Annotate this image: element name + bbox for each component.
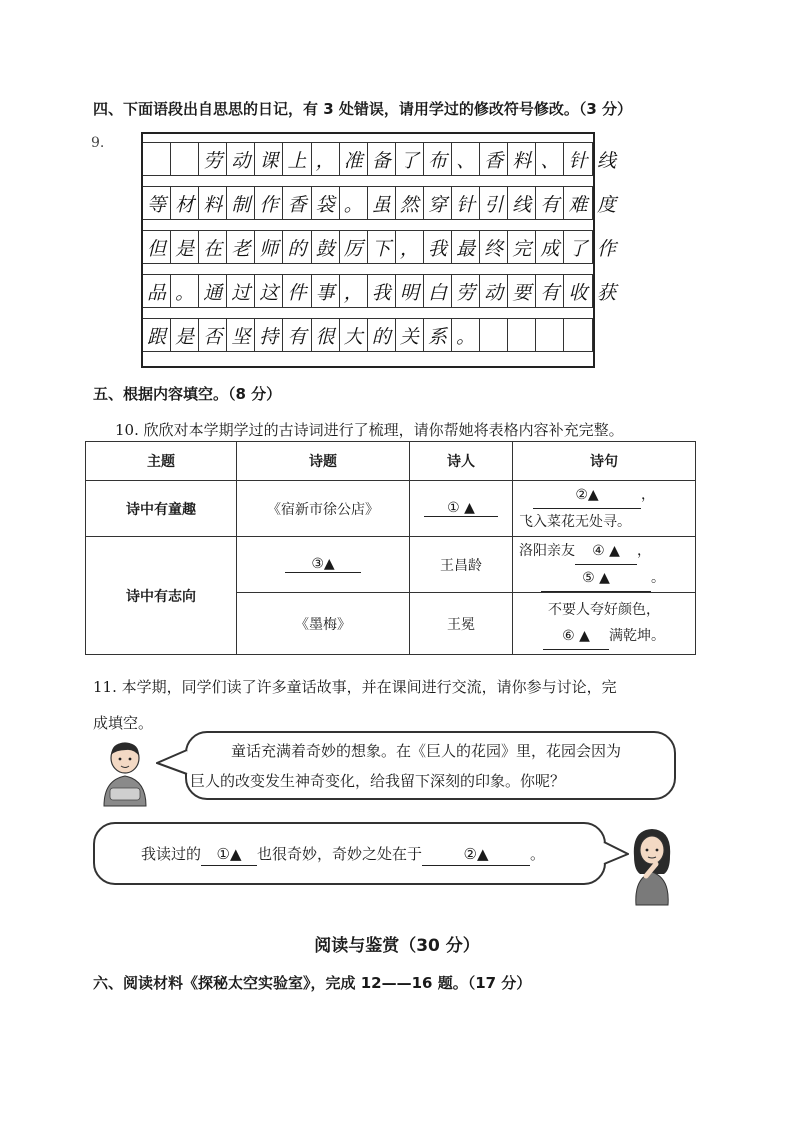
boy-speech-line1: 童话充满着奇妙的想象。在《巨人的花园》里，花园会因为 bbox=[231, 742, 622, 760]
header-poet: 诗人 bbox=[410, 442, 513, 481]
theme-childlike: 诗中有童趣 bbox=[86, 481, 237, 537]
grid-cell: 布 bbox=[424, 143, 452, 175]
grid-cell: 了 bbox=[396, 143, 424, 175]
header-title: 诗题 bbox=[237, 442, 410, 481]
grid-cell: 通 bbox=[199, 275, 227, 307]
verse-text: 满乾坤。 bbox=[609, 628, 665, 644]
grid-cell: 否 bbox=[199, 319, 227, 351]
verse-punct: ， bbox=[641, 487, 655, 503]
verse-line: 不要人夸好颜色， bbox=[548, 602, 660, 618]
grid-cell: 是 bbox=[171, 319, 199, 351]
verse-cell bbox=[513, 537, 696, 593]
grid-cell bbox=[508, 319, 536, 351]
grid-cell: 劳 bbox=[199, 143, 227, 175]
grid-cell: 等 bbox=[143, 187, 171, 219]
grid-row bbox=[143, 186, 617, 220]
answer-blank-4[interactable]: ④ ▲ bbox=[575, 538, 637, 565]
grid-cell: 线 bbox=[597, 149, 617, 172]
grid-cell: 课 bbox=[255, 143, 283, 175]
speech-text: 我读过的 bbox=[141, 845, 202, 863]
section-5-heading: 五、根据内容填空。（8 分） bbox=[93, 385, 282, 403]
question-10-text: 10. 欣欣对本学期学过的古诗词进行了梳理，请你帮她将表格内容补充完整。 bbox=[115, 421, 624, 439]
answer-blank-3[interactable]: ③▲ bbox=[285, 556, 361, 573]
grid-cell: 虽 bbox=[368, 187, 396, 219]
grid-cell: 动 bbox=[480, 275, 508, 307]
grid-cell: 的 bbox=[283, 231, 311, 263]
verse-text: 洛阳亲友 bbox=[519, 542, 575, 559]
grid-cell bbox=[480, 319, 508, 351]
grid-row bbox=[143, 142, 617, 176]
table-row bbox=[86, 481, 696, 537]
grid-cell: 收 bbox=[564, 275, 592, 307]
grid-cell: 跟 bbox=[143, 319, 171, 351]
grid-cell: 下 bbox=[368, 231, 396, 263]
girl-avatar-icon bbox=[626, 826, 678, 906]
reading-section-title: 阅读与鉴赏（30 分） bbox=[314, 936, 480, 956]
answer-blank-girl-1[interactable]: ①▲ bbox=[201, 843, 257, 866]
verse-cell bbox=[513, 593, 696, 655]
grid-cell: 坚 bbox=[227, 319, 255, 351]
grid-cell: 穿 bbox=[424, 187, 452, 219]
grid-cell: 材 bbox=[171, 187, 199, 219]
theme-ambition: 诗中有志向 bbox=[86, 537, 237, 655]
poem-title: 《宿新市徐公店》 bbox=[237, 481, 410, 537]
grid-cell: 很 bbox=[312, 319, 340, 351]
answer-blank-6[interactable]: ⑥ ▲ bbox=[543, 623, 609, 650]
answer-blank-2[interactable]: ②▲ bbox=[533, 482, 641, 509]
poem-title: 《墨梅》 bbox=[237, 593, 410, 655]
grid-cell: 料 bbox=[199, 187, 227, 219]
grid-cell: 引 bbox=[480, 187, 508, 219]
verse-punct: 。 bbox=[651, 569, 665, 586]
grid-cell: 有 bbox=[536, 187, 564, 219]
boy-avatar-icon bbox=[98, 740, 154, 808]
grid-cell: 劳 bbox=[452, 275, 480, 307]
grid-cell: 。 bbox=[452, 319, 480, 351]
grid-cell bbox=[171, 143, 199, 175]
grid-cell: 。 bbox=[340, 187, 368, 219]
grid-cell: 线 bbox=[508, 187, 536, 219]
header-theme: 主题 bbox=[86, 442, 237, 481]
grid-cell: 作 bbox=[255, 187, 283, 219]
grid-cell: ， bbox=[312, 143, 340, 175]
grid-cell: 这 bbox=[255, 275, 283, 307]
grid-cell: 有 bbox=[536, 275, 564, 307]
section-6-heading: 六、阅读材料《探秘太空实验室》，完成 12——16 题。（17 分） bbox=[93, 974, 532, 992]
grid-cell: 件 bbox=[283, 275, 311, 307]
grid-cell bbox=[564, 319, 592, 351]
grid-cell: 终 bbox=[480, 231, 508, 263]
verse-cell bbox=[513, 481, 696, 537]
grid-cell bbox=[593, 319, 621, 351]
answer-blank-girl-2[interactable]: ②▲ bbox=[422, 843, 530, 866]
grid-cell: 厉 bbox=[340, 231, 368, 263]
grid-cell: 有 bbox=[283, 319, 311, 351]
grid-cell: 老 bbox=[227, 231, 255, 263]
grid-cell: 备 bbox=[368, 143, 396, 175]
answer-blank-1[interactable]: ① ▲ bbox=[424, 500, 498, 517]
bubble-tail-icon bbox=[156, 748, 188, 778]
verse-punct: ， bbox=[637, 542, 651, 559]
grid-cell: 白 bbox=[424, 275, 452, 307]
grid-cell: 。 bbox=[171, 275, 199, 307]
grid-cell: 是 bbox=[171, 231, 199, 263]
table-row bbox=[86, 537, 696, 593]
grid-cell: 要 bbox=[508, 275, 536, 307]
grid-cell: 然 bbox=[396, 187, 424, 219]
grid-cell: 在 bbox=[199, 231, 227, 263]
question-9-number: 9. bbox=[91, 135, 105, 151]
grid-cell: 完 bbox=[508, 231, 536, 263]
grid-cell: 品 bbox=[143, 275, 171, 307]
grid-cell: 关 bbox=[396, 319, 424, 351]
poet-name: 王冕 bbox=[410, 593, 513, 655]
speech-text: 也很奇妙，奇妙之处在于 bbox=[257, 845, 423, 863]
grid-cell: ， bbox=[396, 231, 424, 263]
grid-cell: 鼓 bbox=[312, 231, 340, 263]
verse-line: 飞入菜花无处寻。 bbox=[519, 514, 631, 530]
grid-cell: 持 bbox=[255, 319, 283, 351]
grid-cell: 、 bbox=[452, 143, 480, 175]
grid-cell: 过 bbox=[227, 275, 255, 307]
grid-cell: 了 bbox=[564, 231, 592, 263]
question-11-line1: 11. 本学期，同学们读了许多童话故事，并在课间进行交流，请你参与讨论，完 bbox=[93, 678, 617, 696]
grid-cell: 事 bbox=[312, 275, 340, 307]
grid-cell: 准 bbox=[340, 143, 368, 175]
grid-cell: 大 bbox=[340, 319, 368, 351]
grid-cell: 成 bbox=[536, 231, 564, 263]
grid-cell: 我 bbox=[424, 231, 452, 263]
grid-cell: 但 bbox=[143, 231, 171, 263]
grid-cell: 香 bbox=[480, 143, 508, 175]
poem-title-cell bbox=[237, 537, 410, 593]
grid-cell: 上 bbox=[283, 143, 311, 175]
grid-cell: 度 bbox=[597, 193, 617, 216]
grid-row bbox=[143, 230, 617, 264]
grid-cell: 制 bbox=[227, 187, 255, 219]
grid-cell: 明 bbox=[396, 275, 424, 307]
grid-cell: 针 bbox=[564, 143, 592, 175]
grid-cell: 动 bbox=[227, 143, 255, 175]
grid-row bbox=[143, 274, 617, 308]
question-11-line2: 成填空。 bbox=[93, 714, 154, 732]
poet-name: 王昌龄 bbox=[410, 537, 513, 593]
grid-cell: 师 bbox=[255, 231, 283, 263]
grid-cell: 难 bbox=[564, 187, 592, 219]
grid-cell: 的 bbox=[368, 319, 396, 351]
section-4-heading: 四、下面语段出自思思的日记，有 3 处错误，请用学过的修改符号修改。（3 分） bbox=[93, 100, 633, 118]
table-header-row bbox=[86, 442, 696, 481]
poetry-table bbox=[85, 441, 696, 655]
poet-cell bbox=[410, 481, 513, 537]
boy-speech-line2: 巨人的改变发生神奇变化，给我留下深刻的印象。你呢？ bbox=[190, 772, 566, 790]
grid-cell: 最 bbox=[452, 231, 480, 263]
handwriting-grid bbox=[141, 132, 617, 368]
grid-cell: 针 bbox=[452, 187, 480, 219]
grid-cell bbox=[536, 319, 564, 351]
header-verse: 诗句 bbox=[513, 442, 696, 481]
grid-cell: ， bbox=[340, 275, 368, 307]
grid-cell: 、 bbox=[536, 143, 564, 175]
grid-cell bbox=[143, 143, 171, 175]
speech-text: 。 bbox=[530, 845, 546, 863]
grid-cell: 袋 bbox=[312, 187, 340, 219]
grid-cell: 香 bbox=[283, 187, 311, 219]
grid-cell: 作 bbox=[597, 237, 617, 260]
answer-blank-5[interactable]: ⑤ ▲ bbox=[541, 565, 651, 592]
grid-cell: 获 bbox=[597, 281, 617, 304]
girl-speech-text bbox=[141, 840, 545, 868]
grid-row bbox=[143, 318, 593, 352]
grid-cell: 我 bbox=[368, 275, 396, 307]
grid-cell: 料 bbox=[508, 143, 536, 175]
grid-cell: 系 bbox=[424, 319, 452, 351]
